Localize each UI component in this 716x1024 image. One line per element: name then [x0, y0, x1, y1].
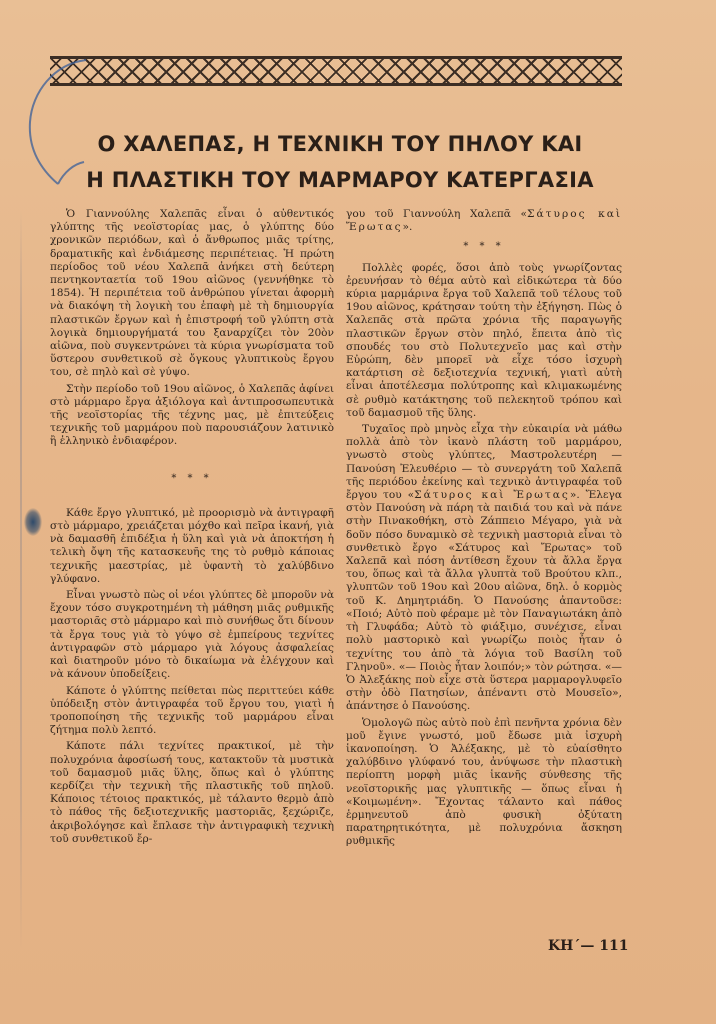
paragraph	[346, 208, 622, 234]
paragraph	[346, 423, 622, 713]
ink-stain	[24, 508, 42, 536]
left-column	[50, 208, 334, 849]
paragraph: Κάποτε πάλι τεχνίτες πρακτικοί, μὲ τὴν πολυχρόνια ἀφοσίωσή τους, κατακτοῦν τὰ μυστικὰ τοῦ δαμασμοῦ μιᾶς ὕλης, ὅπως καὶ ὁ γλύπτης κερδίζει τὴν τεχνικὴ τῆς πλαστικῆς τοῦ πηλοῦ. Κάποιος τέτοιος πρακτικός, μὲ τάλαντο θερμὸ ἀπὸ τὸ πάθος τῆς δεξιοτεχνικῆς μαστοριᾶς, ξεχώριζε, ἀκριβολόγησε καὶ ἔπλασε τὴν ἀντιγραφικὴ τεχνικὴ τοῦ συνθετικοῦ ἔρ-	[50, 740, 334, 845]
decorative-border	[50, 56, 622, 86]
text-segment: Τυχαῖος πρὸ μηνὸς εἶχα τὴν εὐκαιρία νὰ μάθω πολλὰ ἀπὸ τὸν ἱκανὸ πλάστη τοῦ μαρμάρου, γνωστὸ στοὺς γλύπτες, Μαστρολευτέρη — Πανούση Ἐλευθέριο — τὸ συνεργάτη τοῦ Χαλεπᾶ τῆς περιόδου ἐκείνης καὶ τεχνικὸ ἀντιγραφέα τοῦ ἔργου του «	[346, 423, 622, 502]
paragraph: Ὁ Γιαννούλης Χαλεπᾶς εἶναι ὁ αὐθεντικός γλύπτης τῆς νεοϊστορίας μας, ὁ γλύπτης δύο χρονικῶν περιόδων, καὶ ὁ ἄνθρωπος μιᾶς τρίτης, δραματικῆς καὶ ἐνδιάμεσης περιπέτειας. Ἡ πρώτη περίοδος τοῦ νέου Χαλεπᾶ ἀνήκει στὴ δεύτερη πεντηκονταετία τοῦ 19ου αἰῶνος (γεννήθηκε τὸ 1854). Ἡ περιπέτεια τοῦ ἀνθρώπου γίνεται ἀφορμὴ νὰ διακόψη τὴ λογικὴ του ἐπαφὴ μὲ τὴ δημιουργία πλαστικῶν ἔργων καὶ ἡ ἐπιστροφή τοῦ γλύπτη στὰ λογικὰ δημιουργήματά του ξαναρχίζει τὸν 20ὸν αἰῶνα, ποὺ συγκεντρώνει τὰ κύρια γνωρίσματα τοῦ ὕστερου συνθετικοῦ σὲ ὄγκους γλυπτικοὺς ἔργου του, σὲ πηλὸ καὶ σὲ γύψο.	[50, 208, 334, 379]
artwork-title: Σάτυρος καὶ Ἔρωτας	[414, 489, 570, 502]
section-separator: * * *	[171, 472, 213, 484]
section-separator: * * *	[463, 241, 505, 253]
paragraph: Εἶναι γνωστὸ πὼς οἱ νέοι γλύπτες δὲ μποροῦν νὰ ἔχουν τόσο συγκροτημένη τὴ μάθηση μιᾶς ρυθμικῆς μαστοριᾶς στὸ μάρμαρο καὶ πιὸ συνήθως ὅτι δίνουν τὰ ἔργα τους γιὰ τὸ γύψο σὲ ἐμπείρους τεχνίτες ἀντιγραφῶν στὸ μάρμαρο γιὰ λόγους ἀσφαλείας καὶ διατηροῦν μόνο τὸ δικαίωμα νὰ ἐλέγχουν καὶ νὰ κάνουν ὑποδείξεις.	[50, 589, 334, 681]
text-segment: ». Ἔλεγα στὸν Πανούση νὰ πάρη τὰ παιδιά του καὶ νὰ πάνε στὴν Πινακοθήκη, στὸ Ζάππειο Μέγαρο, γιὰ νὰ δοῦν πόσο δυναμικὸ σὲ τεχνικὴ μαστοριὰ εἶναι τὸ συνθετικὸ ἔργο «Σάτυρος καὶ Ἔρωτας» τοῦ Χαλεπᾶ καὶ πόση ἀντίθεση ἔχουν τὰ ἄλλα ἔργα του, ὅπως καὶ τὰ ἄλλα γλυπτὰ τοῦ Βρούτου κλπ., γλυπτῶν τοῦ 19ου καὶ 20ου αἰῶνα, δηλ. ὁ κορμὸς τοῦ Κ. Δημητριάδη. Ὁ Πανούσης ἀπαντοῦσε: «Ποιό; Αὐτὸ ποὺ φέραμε μὲ τὸν Παναγιωτάκη ἀπὸ τὴ Γλυφάδα; Αὐτὸ τὸ φιάξιμο, συνέχισε, εἶναι πολὺ μαστορικὸ καὶ γνωρίζω ποιὸς ἦταν ὁ τεχνίτης του ἀπὸ τὰ λόγια τοῦ Βασίλη τοῦ Γληνοῦ». «— Ποιὸς ἦταν λοιπόν;» τὸν ρώτησα. «—Ὁ Ἀλεξάκης ποὺ εἶχε στὰ ὕστερα μαρμαρογλυφεῖο στὴν ὁδὸ Πατησίων, ἀπέναντι στὸ Μουσεῖο», ἀπάντησε ὁ Πανούσης.	[346, 489, 622, 713]
title-line-1: Ο ΧΑΛΕΠΑΣ, Η ΤΕΧΝΙΚΗ ΤΟΥ ΠΗΛΟΥ ΚΑΙ	[97, 132, 583, 156]
title-line-2: Η ΠΛΑΣΤΙΚΗ ΤΟΥ ΜΑΡΜΑΡΟΥ ΚΑΤΕΡΓΑΣΙΑ	[86, 168, 594, 192]
artwork-title: Σάτυρος καὶ Ἔρωτας	[346, 208, 622, 234]
paragraph: Κάποτε ὁ γλύπτης πείθεται πὼς περιττεύει κάθε ὑπόδειξη στὸν ἀντιγραφέα τοῦ ἔργου του, γιατὶ ἡ τροποποίηση τῆς τεχνικῆς τοῦ μαρμάρου εἶναι ζήτημα πολὺ λεπτό.	[50, 684, 334, 737]
paragraph: Κάθε ἔργο γλυπτικό, μὲ προορισμὸ νὰ ἀντιγραφῆ στὸ μάρμαρο, χρειάζεται μόχθο καὶ πεῖρα ἱκανή, γιὰ νὰ δαμασθῆ ἐπιδέξια ἡ ὕλη καὶ γιὰ νὰ ἀποκτήση ἡ τελικὴ ὄψη τῆς κατασκευῆς της τὸ ρυθμὸ κάποιας τεχνικῆς μαεστρίας, μὲ ὑφαντὴ τὸ χαλύβδινο γλύφανο.	[50, 506, 334, 585]
article-title	[50, 126, 630, 198]
paragraph: Πολλὲς φορές, ὅσοι ἀπὸ τοὺς γνωρίζοντας ἐρευνήσαν τὸ θέμα αὐτὸ καὶ εἰδικώτερα τὰ δύο κύρια μαρμάρινα ἔργα τοῦ Χαλεπᾶ τοῦ τέλους τοῦ 19ου αἰῶνος, κράτησαν τούτη τὴν ἐξήγηση. Πὼς ὁ Χαλεπᾶς στὰ πρῶτα χρόνια τῆς παραγωγῆς πλαστικῶν ἔργων στὸν πηλό, ἔπειτα ἀπὸ τὶς σπουδές του στὸ Πολυτεχνεῖο μας καὶ στὴν Εὐρώπη, δὲν μπορεῖ νὰ εἶχε τόσο ἰσχυρὴ κατάρτιση σὲ δεξιοτεχνία τεχνική, γιατὶ αὐτὴ εἶναι ἀποτέλεσμα πολύτροπης καὶ κλιμακωμένης σὲ ρυθμὸ κατάκτησης τοῦ πελεκητοῦ τρόπου καὶ τοῦ δαμασμοῦ τῆς ὕλης.	[346, 261, 622, 419]
text-segment: ».	[402, 221, 413, 234]
text-segment: γου τοῦ Γιαννούλη Χαλεπᾶ «	[346, 208, 528, 220]
ink-stain	[20, 210, 22, 950]
right-column	[346, 208, 622, 852]
paragraph: Στὴν περίοδο τοῦ 19ου αἰῶνος, ὁ Χαλεπᾶς ἀφίνει στὸ μάρμαρο ἔργα ἀξιόλογα καὶ ἀντιπροσωπευτικὰ τῆς νεοϊστορίας τῆς τέχνης μας, μὲ ἐπιτεύξεις τεχνικῆς τοῦ μαρμάρου ποὺ παρουσιάζουν λατινικὸ ἢ ἑλληνικὸ ἐνδιαφέρον.	[50, 382, 334, 448]
page-number: ΚΗ΄— 111	[548, 938, 629, 954]
paragraph: Ὁμολογῶ πὼς αὐτὸ ποὺ ἐπὶ πενῆντα χρόνια δὲν μοῦ ἔγινε γνωστό, μοῦ ἔδωσε μιὰ ἰσχυρὴ ἱκανοποίηση. Ὁ Ἀλέξακης, μὲ τὸ εὐαίσθητο χαλύβδινο γλύφανό του, ἀνύψωσε τὴν πλαστικὴ περίοπτη μορφὴ μιᾶς ἱκανῆς σύνθεσης τῆς νεοϊστορικῆς μας γλυπτικῆς — ὅπως εἶναι ἡ «Κοιμωμένη». Ἔχοντας τάλαντο καὶ πάθος ἑρμηνευτοῦ ἀπὸ φυσικὴ ὀξύτατη παρατηρητικότητα, μὲ πολυχρόνια ἄσκηση ρυθμικῆς	[346, 716, 622, 848]
